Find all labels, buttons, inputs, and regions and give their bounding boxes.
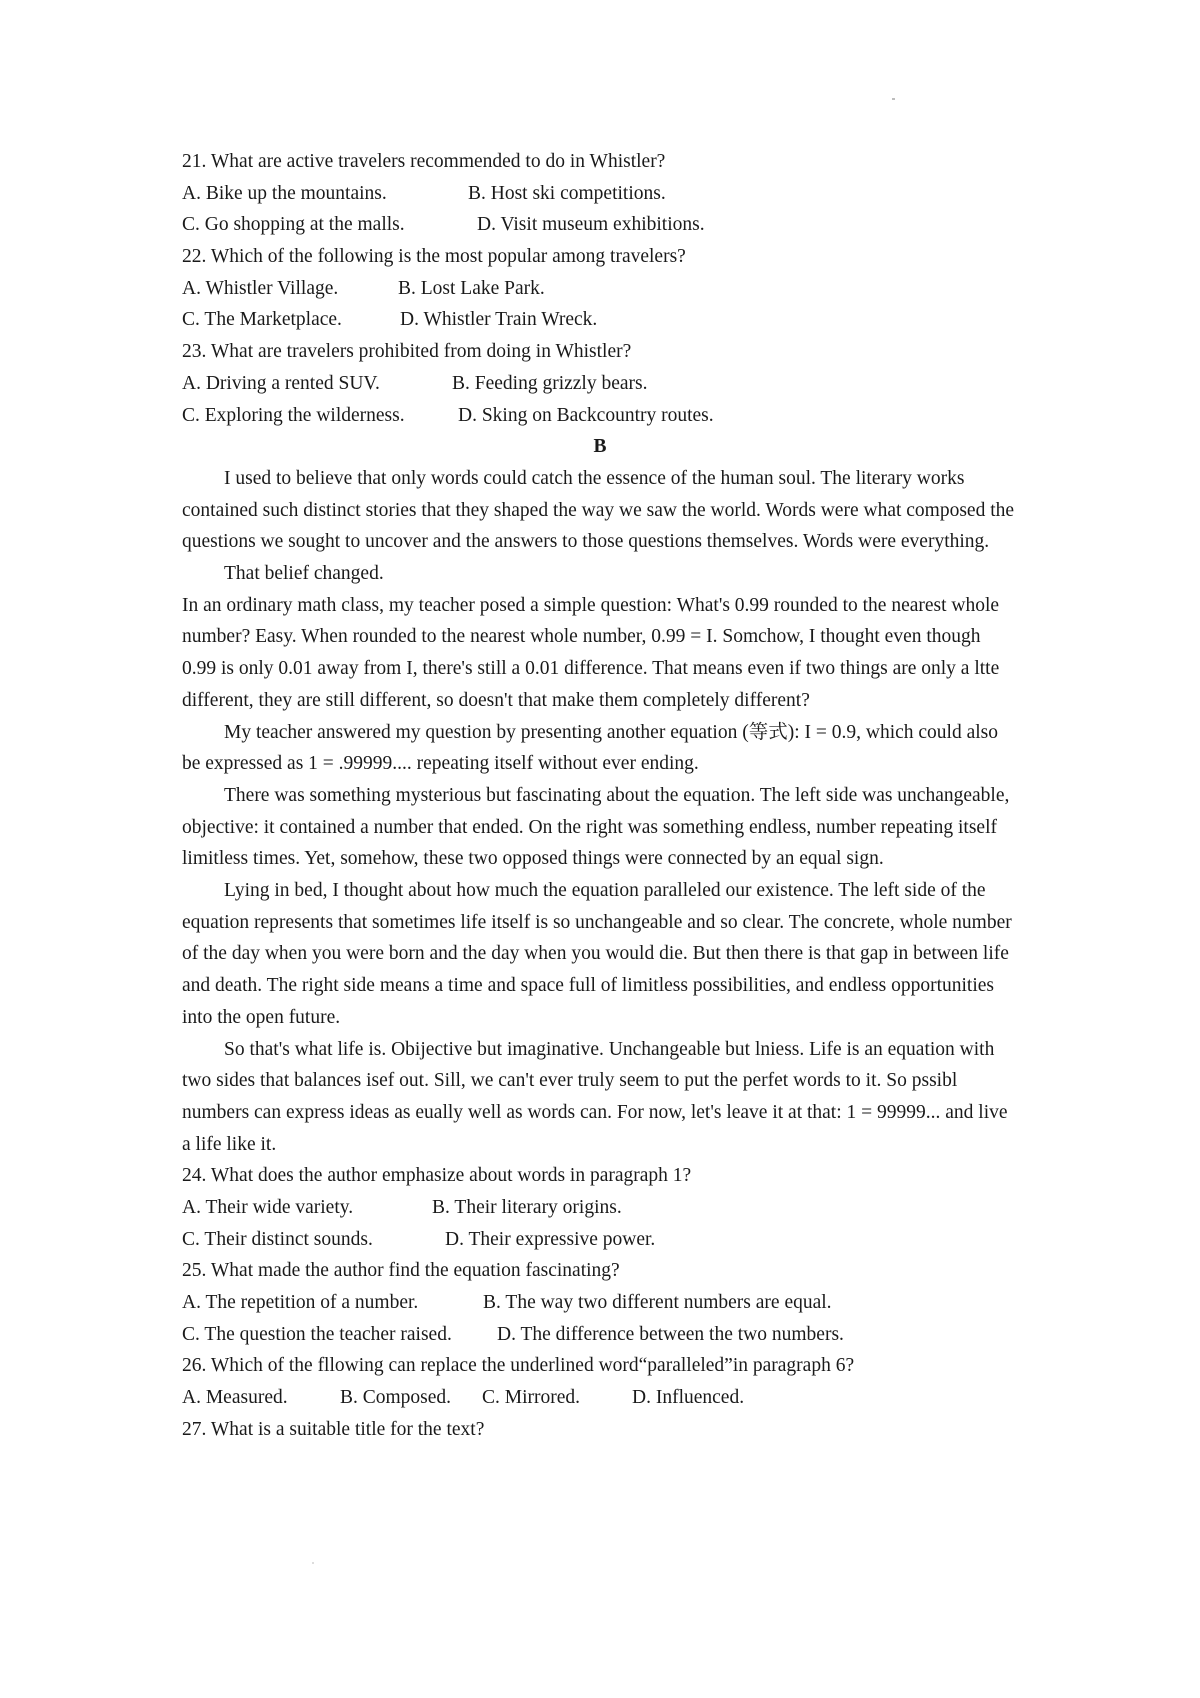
option-a: A. Whistler Village. bbox=[182, 277, 339, 299]
question-27: 27. What is a suitable title for the text? bbox=[182, 1418, 485, 1440]
question-26: 26. Which of the fllowing can replace the underlined word“paralleled”in paragraph 6? bbox=[182, 1355, 855, 1377]
option-d: D. Sking on Backcountry routes. bbox=[458, 404, 714, 426]
scan-speck bbox=[312, 1562, 314, 1564]
options-row bbox=[182, 1382, 1018, 1414]
options-row bbox=[182, 178, 1018, 210]
question-24: 24. What does the author emphasize about words in paragraph 1? bbox=[182, 1165, 692, 1187]
option-d: D. Whistler Train Wreck. bbox=[400, 309, 598, 331]
options-row bbox=[182, 304, 1018, 336]
question-21: 21. What are active travelers recommended to do in Whistler? bbox=[182, 151, 666, 172]
option-c: C. The question the teacher raised. bbox=[182, 1323, 452, 1345]
option-c: C. Mirrored. bbox=[482, 1387, 581, 1409]
option-b: B. The way two different numbers are equal. bbox=[483, 1292, 832, 1314]
question-23: 23. What are travelers prohibited from doing in Whistler? bbox=[182, 341, 632, 363]
option-d: D. Visit museum exhibitions. bbox=[477, 214, 705, 236]
paragraph-1: I used to believe that only words could catch the essence of the human soul. The literary works contained such distinct stories that they shaped the way we saw the world. Words were what composed the questions we sought to uncover and the answers to those questions themselves. Words were everything. bbox=[182, 467, 1015, 553]
scan-speck bbox=[892, 98, 895, 100]
options-row bbox=[182, 368, 1018, 400]
option-a: A. Measured. bbox=[182, 1387, 288, 1409]
option-b: B. Feeding grizzly bears. bbox=[452, 372, 648, 394]
option-a: A. Bike up the mountains. bbox=[182, 182, 387, 204]
option-c: C. Go shopping at the malls. bbox=[182, 214, 405, 236]
option-c: C. The Marketplace. bbox=[182, 309, 342, 331]
options-row bbox=[182, 1287, 1018, 1319]
question-22: 22. Which of the following is the most popular among travelers? bbox=[182, 246, 686, 268]
option-c: C. Exploring the wilderness. bbox=[182, 404, 405, 426]
section-heading: B bbox=[593, 436, 607, 458]
paragraph-6: Lying in bed, I thought about how much the equation paralleled our existence. The left side of the equation represents that sometimes life itself is so unchangeable and so clear. The concrete, whole number of the day when you were born and the day when you would die. But then there is that gap in between life and death. The right side means a time and space full of limitless possibilities, and endless opportunities into the open future. bbox=[182, 880, 1012, 1028]
page-content bbox=[182, 146, 1018, 1446]
option-b: B. Their literary origins. bbox=[432, 1197, 622, 1219]
options-row bbox=[182, 273, 1018, 305]
paragraph-7: So that's what life is. Obijective but imaginative. Unchangeable but lniess. Life is an equation with two sides that balances isef out. Sill, we can't ever truly seem to put the perfet words to it. So pssibl numbers can express ideas as eually well as words can. For now, let's leave it at that: 1 = 99999... and live a life like it. bbox=[182, 1038, 1008, 1155]
options-row bbox=[182, 1192, 1018, 1224]
paragraph-3: In an ordinary math class, my teacher posed a simple question: What's 0.99 rounded to the nearest whole number? Easy. When rounded to the nearest whole number, 0.99 = I. Somchow, I thought even though 0.99 is only 0.01 away from I, there's still a 0.01 difference. That means even if two things are only a ltte different, they are still different, so doesn't that make them completely different? bbox=[182, 594, 1000, 711]
options-row bbox=[182, 1224, 1018, 1256]
option-a: A. The repetition of a number. bbox=[182, 1292, 419, 1314]
question-25: 25. What made the author find the equation fascinating? bbox=[182, 1260, 620, 1282]
option-a: A. Their wide variety. bbox=[182, 1197, 354, 1219]
option-b: B. Lost Lake Park. bbox=[398, 277, 545, 299]
options-row bbox=[182, 400, 1018, 432]
option-c: C. Their distinct sounds. bbox=[182, 1228, 373, 1250]
option-b: B. Host ski competitions. bbox=[468, 182, 666, 204]
paragraph-5: There was something mysterious but fascinating about the equation. The left side was unchangeable, objective: it contained a number that ended. On the right was something endless, number repeating itself limitless times. Yet, somehow, these two opposed things were connected by an equal sign. bbox=[182, 784, 1010, 870]
paragraph-2: That belief changed. bbox=[224, 562, 384, 584]
paragraph-4: My teacher answered my question by presenting another equation (等式): I = 0.9, which could also be expressed as 1 = .99999.... repeating itself without ever ending. bbox=[182, 721, 999, 775]
option-d: D. The difference between the two numbers. bbox=[497, 1323, 844, 1345]
option-a: A. Driving a rented SUV. bbox=[182, 372, 380, 394]
option-d: D. Influenced. bbox=[632, 1387, 745, 1409]
option-d: D. Their expressive power. bbox=[445, 1228, 656, 1250]
option-b: B. Composed. bbox=[340, 1387, 452, 1409]
options-row bbox=[182, 1319, 1018, 1351]
options-row bbox=[182, 209, 1018, 241]
